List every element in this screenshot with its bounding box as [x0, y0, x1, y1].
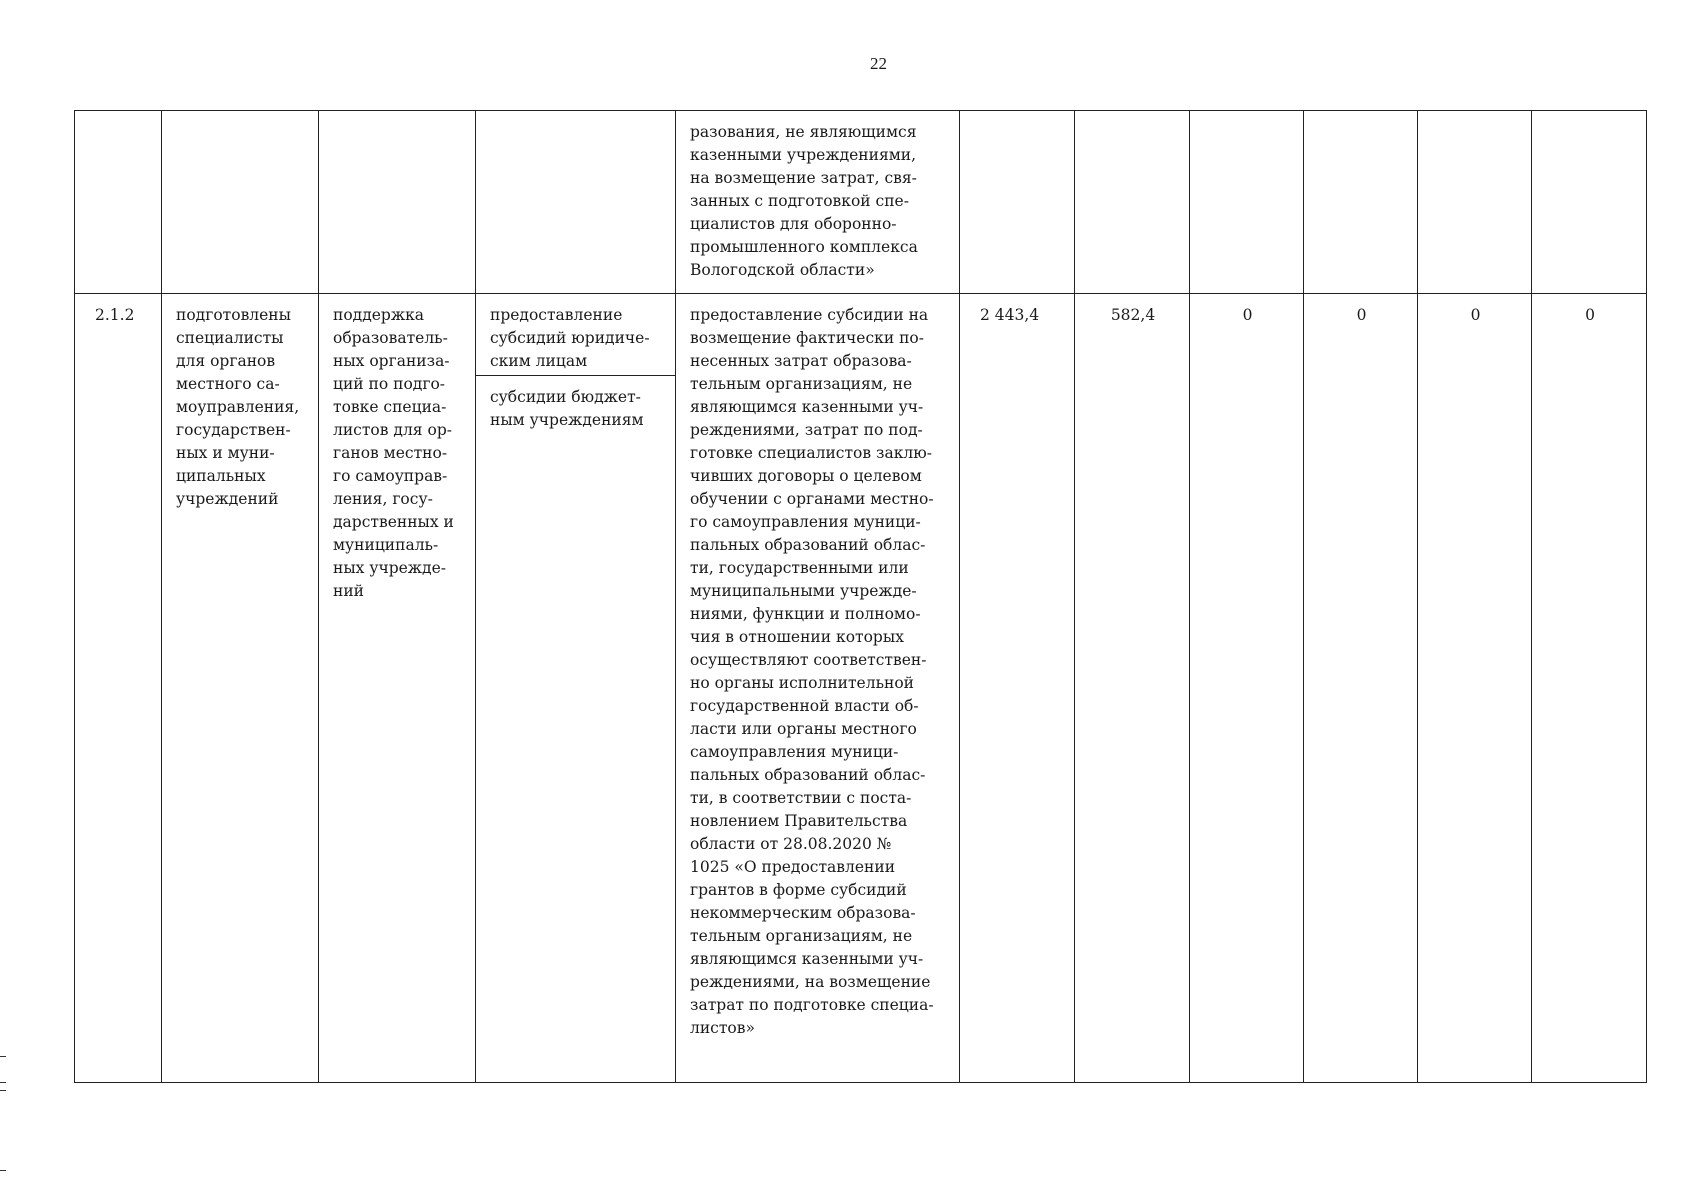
- text-line: ти, в соответствии с поста-: [690, 789, 912, 807]
- text-line: грантов в форме субсидий: [690, 881, 907, 899]
- text-line: подготовлены: [176, 306, 291, 324]
- text-line: ным учреждениям: [490, 411, 644, 429]
- text-line: пальных образований облас-: [690, 536, 926, 554]
- text-line: для органов: [176, 352, 276, 370]
- value-cell-1: 2 443,4: [960, 294, 1075, 1083]
- text-line: чивших договоры о целевом: [690, 467, 922, 485]
- scan-margin-mark: [0, 1170, 6, 1171]
- value-cell-6: 0: [1532, 294, 1647, 1083]
- text-line: промышленного комплекса: [690, 238, 918, 256]
- text-line: но органы исполнительной: [690, 674, 915, 692]
- text-line: области от 28.08.2020 №: [690, 835, 892, 853]
- text-line: ским лицам: [490, 352, 588, 370]
- text-line: новлением Правительства: [690, 812, 908, 830]
- text-line: затрат по подготовке специа-: [690, 996, 934, 1014]
- text-line: осуществляют соответствен-: [690, 651, 927, 669]
- text-line: муниципаль-: [333, 536, 439, 554]
- text-line: субсидии бюджет-: [490, 388, 641, 406]
- text-line: готовке специалистов заклю-: [690, 444, 932, 462]
- text-line: листов»: [690, 1019, 755, 1037]
- row-number: 2.1.2: [75, 294, 162, 1083]
- text-line: ти, государственными или: [690, 559, 909, 577]
- text-line: циалистов для оборонно-: [690, 215, 897, 233]
- text-line: ниями, функции и полномо-: [690, 605, 921, 623]
- type-budget-institutions: [490, 376, 663, 432]
- cont-cell-value-5: [1418, 111, 1532, 294]
- text-line: местного са-: [176, 375, 280, 393]
- text-line: тельным организациям, не: [690, 375, 913, 393]
- text-line: образователь-: [333, 329, 448, 347]
- text-line: пальных образований облас-: [690, 766, 926, 784]
- text-line: Вологодской области»: [690, 261, 875, 279]
- cont-cell-value-6: [1532, 111, 1647, 294]
- text-line: 1025 «О предоставлении: [690, 858, 896, 876]
- text-line: ций по подго-: [333, 375, 446, 393]
- text-line: реждениями, на возмещение: [690, 973, 931, 991]
- type-cell: [476, 294, 676, 1083]
- value-cell-5: 0: [1418, 294, 1532, 1083]
- text-line: ных и муни-: [176, 444, 275, 462]
- text-line: самоуправления муници-: [690, 743, 899, 761]
- program-table: [74, 110, 1647, 1083]
- scan-margin-mark: [0, 1082, 6, 1083]
- text-line: моуправления,: [176, 398, 300, 416]
- result-cell: [162, 294, 319, 1083]
- text-line: субсидий юридиче-: [490, 329, 650, 347]
- text-line: предоставление субсидии на: [690, 306, 929, 324]
- cont-cell-value-1: [960, 111, 1075, 294]
- text-line: товке специа-: [333, 398, 447, 416]
- scan-margin-mark: [0, 1090, 6, 1091]
- text-line: дарственных и: [333, 513, 454, 531]
- value-cell-4: 0: [1304, 294, 1418, 1083]
- text-line: на возмещение затрат, свя-: [690, 169, 917, 187]
- text-line: казенными учреждениями,: [690, 146, 917, 164]
- cont-cell-number: [75, 111, 162, 294]
- cont-cell-value-2: [1075, 111, 1190, 294]
- text-line: листов для ор-: [333, 421, 453, 439]
- text-line: поддержка: [333, 306, 425, 324]
- text-line: муниципальными учрежде-: [690, 582, 917, 600]
- text-line: ципальных: [176, 467, 266, 485]
- cont-cell-value-4: [1304, 111, 1418, 294]
- text-line: ний: [333, 582, 364, 600]
- continuation-row: [75, 111, 1647, 294]
- type-legal-entities: [476, 304, 675, 376]
- measure-cell: [319, 294, 476, 1083]
- cont-cell-description: [676, 111, 960, 294]
- text-line: учреждений: [176, 490, 279, 508]
- text-line: чия в отношении которых: [690, 628, 904, 646]
- text-line: ласти или органы местного: [690, 720, 917, 738]
- text-line: тельным организациям, не: [690, 927, 913, 945]
- table-row: [75, 294, 1647, 1083]
- text-line: являющимся казенными уч-: [690, 398, 924, 416]
- text-line: некоммерческим образова-: [690, 904, 916, 922]
- text-line: несенных затрат образова-: [690, 352, 912, 370]
- text-line: го самоуправ-: [333, 467, 448, 485]
- scan-margin-mark: [0, 1056, 6, 1057]
- text-line: возмещение фактически по-: [690, 329, 924, 347]
- text-line: ления, госу-: [333, 490, 433, 508]
- text-line: обучении с органами местно-: [690, 490, 934, 508]
- text-line: ных организа-: [333, 352, 450, 370]
- text-line: ных учрежде-: [333, 559, 447, 577]
- text-line: государственной власти об-: [690, 697, 919, 715]
- text-line: занных с подготовкой спе-: [690, 192, 909, 210]
- cont-cell-value-3: [1190, 111, 1304, 294]
- text-line: разования, не являющимся: [690, 123, 917, 141]
- description-cell: [676, 294, 960, 1083]
- cont-cell-measure: [319, 111, 476, 294]
- text-line: реждениями, затрат по под-: [690, 421, 923, 439]
- text-line: государствен-: [176, 421, 291, 439]
- value-cell-2: 582,4: [1075, 294, 1190, 1083]
- cont-cell-type: [476, 111, 676, 294]
- text-line: ганов местно-: [333, 444, 448, 462]
- value-cell-3: 0: [1190, 294, 1304, 1083]
- text-line: являющимся казенными уч-: [690, 950, 924, 968]
- page-number: 22: [870, 54, 887, 73]
- text-line: го самоуправления муници-: [690, 513, 921, 531]
- text-line: специалисты: [176, 329, 284, 347]
- text-line: предоставление: [490, 306, 623, 324]
- cont-cell-result: [162, 111, 319, 294]
